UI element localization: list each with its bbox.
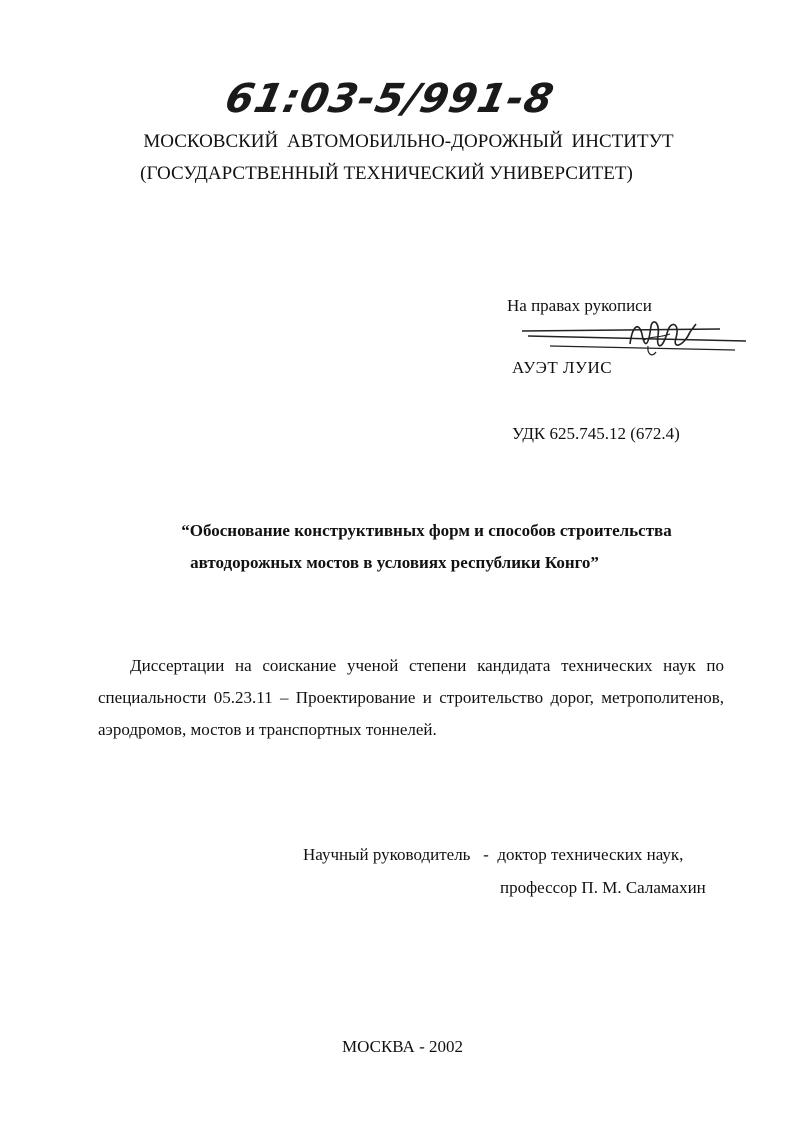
signature-image <box>520 316 750 361</box>
archive-code-handwritten: 61:03-5/991-8 <box>221 76 559 122</box>
degree-statement: Диссертации на соискание ученой степени кандидата технических наук по специальности 05.23.11 – Проектирование и строительство дорог, метрополитенов, аэродромов, мостов и транспортных тоннелей. <box>98 656 724 739</box>
udk-code: УДК 625.745.12 (672.4) <box>512 424 680 443</box>
dissertation-title-line2: автодорожных мостов в условиях республики Конго” <box>190 553 599 572</box>
rights-note: На правах рукописи <box>507 296 652 315</box>
institution-name-line1: МОСКОВСКИЙ АВТОМОБИЛЬНО-ДОРОЖНЫЙ ИНСТИТУТ <box>143 131 674 152</box>
supervisor-name: профессор П. М. Саламахин <box>500 878 706 897</box>
city-year: МОСКВА - 2002 <box>342 1037 463 1056</box>
author-name: АУЭТ ЛУИС <box>512 358 613 377</box>
dissertation-title-line1: “Обоснование конструктивных форм и способов строительства <box>181 521 672 540</box>
institution-name-line2: (ГОСУДАРСТВЕННЫЙ ТЕХНИЧЕСКИЙ УНИВЕРСИТЕТ) <box>140 163 633 184</box>
supervisor-role: Научный руководитель - доктор технических наук, <box>303 845 684 864</box>
